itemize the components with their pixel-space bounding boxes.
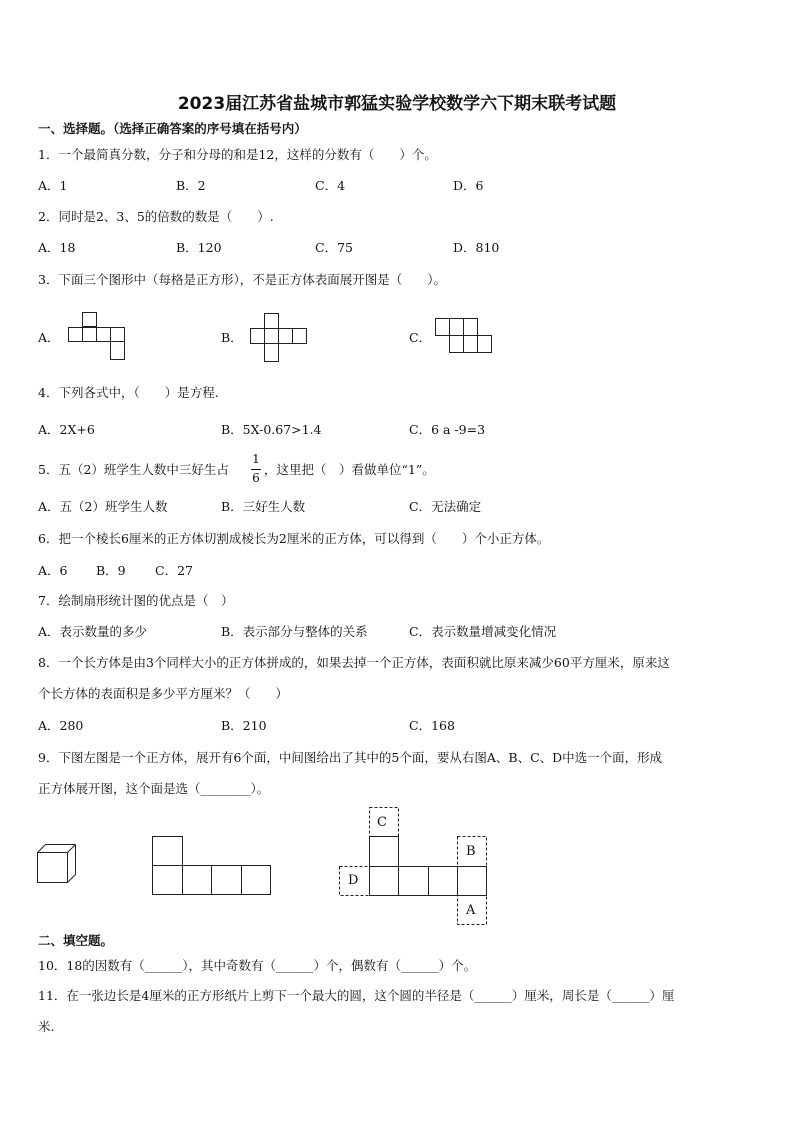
question-11-stem-line1: 11．在一张边长是4厘米的正方形纸片上剪下一个最大的圆，这个圆的半径是（______）厘米，周长是（______）厘 [38, 988, 675, 1003]
q7-option-c: C．表示数量增减变化情况 [409, 624, 557, 639]
fraction-numerator: 1 [252, 452, 260, 466]
q5-option-a: A．五（2）班学生人数 [38, 499, 168, 514]
section-heading-choice: 一、选择题。（选择正确答案的序号填在括号内） [38, 121, 307, 136]
question-8-stem-line1: 8．一个长方体是由3个同样大小的正方体拼成的，如果去掉一个正方体，表面积就比原来减少60平方厘米，原来这 [38, 655, 670, 670]
q1-option-c: C．4 [315, 178, 346, 193]
question-5-stem-part1: 5．五（2）班学生人数中三好生占 [38, 462, 229, 477]
q3-net-c-figure [435, 318, 497, 356]
q9-face-label-a: A [466, 903, 476, 918]
q2-option-b: B．120 [176, 240, 222, 255]
q7-option-b: B．表示部分与整体的关系 [221, 624, 368, 639]
q9-face-label-c: C [377, 815, 387, 830]
question-1-stem: 1．一个最简真分数，分子和分母的和是12，这样的分数有（ ）个。 [38, 147, 437, 162]
fraction-denominator: 6 [252, 471, 260, 485]
q9-face-label-d: D [348, 873, 359, 888]
q6-option-a: A．6 [38, 563, 68, 578]
q1-option-d: D．6 [453, 178, 484, 193]
q9-face-label-b: B [466, 844, 476, 859]
q2-option-a: A．18 [38, 240, 76, 255]
question-9-stem-line2: 正方体展开图，这个面是选（________）。 [38, 781, 270, 796]
question-7-stem: 7．绘制扇形统计图的优点是（ ） [38, 593, 234, 608]
question-9-stem-line1: 9．下图左图是一个正方体，展开有6个面，中间图给出了其中的5个面，要从右图A、B、C、D中选一个面，形成 [38, 750, 663, 765]
page-title: 2023届江苏省盐城市郭猛实验学校数学六下期末联考试题 [177, 94, 617, 114]
q4-option-c: C．6 a -9=3 [409, 422, 486, 437]
q5-option-c: C．无法确定 [409, 499, 482, 514]
q3-net-a-figure [68, 312, 128, 362]
question-6-stem: 6．把一个棱长6厘米的正方体切割成棱长为2厘米的正方体，可以得到（ ）个小正方体。 [38, 531, 550, 546]
q8-option-a: A．280 [38, 718, 84, 733]
q3-option-b: B． [221, 330, 243, 345]
q8-option-b: B．210 [221, 718, 267, 733]
q3-option-a: A． [38, 330, 60, 345]
q6-option-b: B．9 [96, 563, 126, 578]
q2-option-d: D．810 [453, 240, 500, 255]
q4-option-b: B．5X-0.67>1.4 [221, 422, 322, 437]
q5-option-b: B．三好生人数 [221, 499, 306, 514]
fraction-bar [251, 469, 261, 470]
question-5-stem-part2: ，这里把（ ）看做单位“1”。 [264, 462, 435, 477]
q4-option-a: A．2X+6 [38, 422, 95, 437]
q6-option-c: C．27 [155, 563, 193, 578]
q1-option-a: A．1 [38, 178, 68, 193]
question-4-stem: 4．下列各式中，（ ）是方程. [38, 385, 219, 400]
section-heading-fill: 二、填空题。 [38, 933, 114, 948]
q7-option-a: A．表示数量的多少 [38, 624, 148, 639]
question-11-stem-line2: 米. [38, 1019, 55, 1034]
q9-middle-net-figure [152, 836, 274, 898]
q3-net-b-figure [250, 313, 312, 365]
q1-option-b: B．2 [176, 178, 206, 193]
q2-option-c: C．75 [315, 240, 353, 255]
question-8-stem-line2: 个长方体的表面积是多少平方厘米？（ ） [38, 686, 289, 701]
q3-option-c: C． [409, 330, 432, 345]
question-3-stem: 3．下面三个图形中（每格是正方形），不是正方体表面展开图是（ ）。 [38, 272, 446, 287]
q8-option-c: C．168 [409, 718, 455, 733]
question-2-stem: 2．同时是2、3、5的倍数的数是（ ）. [38, 209, 274, 224]
q9-cube-figure [37, 844, 77, 886]
question-10-stem: 10．18的因数有（______），其中奇数有（______）个，偶数有（______）个。 [38, 958, 477, 973]
